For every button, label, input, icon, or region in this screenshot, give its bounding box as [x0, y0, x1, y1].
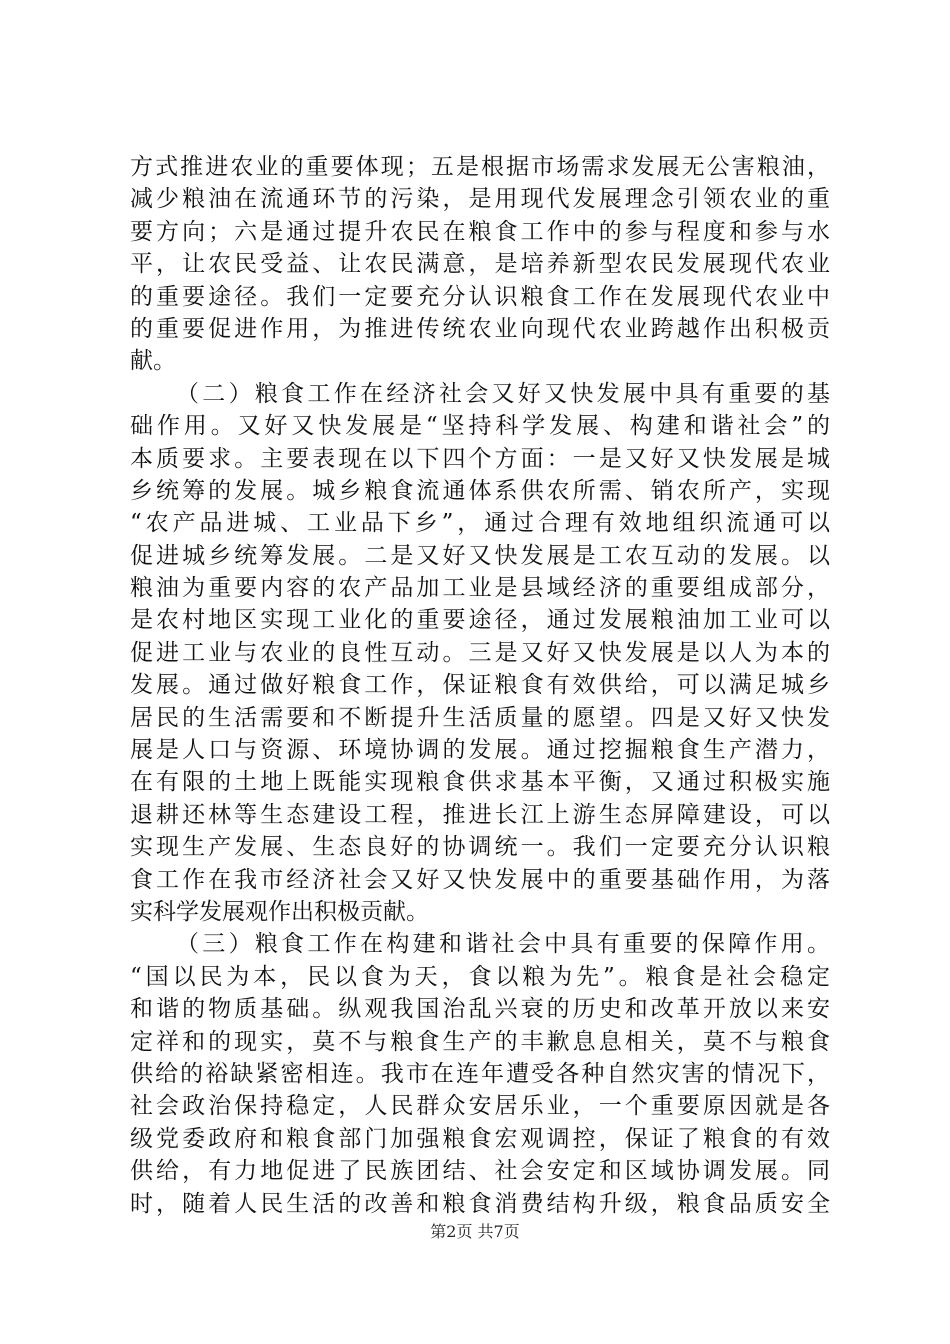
- text-line: 供给的裕缺紧密相连。我市在连年遭受各种自然灾害的情况下，: [130, 1060, 830, 1087]
- text-line: 促进工业与农业的良性互动。三是又好又快发展是以人为本的: [130, 639, 830, 666]
- text-line: 乡统筹的发展。城乡粮食流通体系供农所需、销农所产，实现: [130, 477, 830, 504]
- text-line: 础作用。又好又快发展是“坚持科学发展、构建和谐社会”的: [130, 413, 830, 440]
- text-line: 粮油为重要内容的农产品加工业是县域经济的重要组成部分，: [130, 575, 830, 602]
- page-footer: 第2页 共7页: [430, 1222, 520, 1241]
- text-line: 本质要求。主要表现在以下四个方面：一是又好又快发展是城: [130, 445, 830, 472]
- text-line: 方式推进农业的重要体现；五是根据市场需求发展无公害粮油，: [130, 154, 830, 180]
- text-line: 展是人口与资源、环境协调的发展。通过挖掘粮食生产潜力，: [130, 737, 830, 764]
- text-line: 和谐的物质基础。纵观我国治乱兴衰的历史和改革开放以来安: [130, 996, 830, 1023]
- text-line: “国以民为本，民以食为天，食以粮为先”。粮食是社会稳定: [130, 963, 830, 990]
- text-line: 是农村地区实现工业化的重要途径，通过发展粮油加工业可以: [130, 607, 830, 634]
- text-line: 平，让农民受益、让农民满意，是培养新型农民发展现代农业: [130, 251, 830, 278]
- text-line: 实现生产发展、生态良好的协调统一。我们一定要充分认识粮: [130, 834, 830, 861]
- text-line: 促进城乡统筹发展。二是又好又快发展是工农互动的发展。以: [130, 542, 830, 569]
- text-line: 献。: [130, 348, 176, 375]
- text-line: 的重要途径。我们一定要充分认识粮食工作在发展现代农业中: [130, 283, 830, 310]
- text-line: 居民的生活需要和不断提升生活质量的愿望。四是又好又快发: [130, 704, 830, 731]
- text-line: 社会政治保持稳定，人民群众安居乐业，一个重要原因就是各: [130, 1093, 830, 1120]
- text-line: （三）粮食工作在构建和谐社会中具有重要的保障作用。: [176, 931, 830, 958]
- text-line: 定祥和的现实，莫不与粮食生产的丰歉息息相关，莫不与粮食: [130, 1028, 830, 1055]
- text-line: 退耕还林等生态建设工程，推进长江上游生态屏障建设，可以: [130, 801, 830, 828]
- text-line: 的重要促进作用，为推进传统农业向现代农业跨越作出积极贡: [130, 315, 830, 342]
- text-line: 食工作在我市经济社会又好又快发展中的重要基础作用，为落: [130, 866, 830, 893]
- text-line: 实科学发展观作出积极贡献。: [130, 898, 429, 925]
- document-body: [130, 151, 830, 1220]
- text-line: “农产品进城、工业品下乡”，通过合理有效地组织流通可以: [130, 510, 830, 537]
- text-line: 时，随着人民生活的改善和粮食消费结构升级，粮食品质安全: [130, 1190, 830, 1217]
- text-line: （二）粮食工作在经济社会又好又快发展中具有重要的基: [176, 380, 830, 407]
- text-line: 级党委政府和粮食部门加强粮食宏观调控，保证了粮食的有效: [130, 1125, 830, 1152]
- text-line: 在有限的土地上既能实现粮食供求基本平衡，又通过积极实施: [130, 769, 830, 796]
- text-line: 要方向；六是通过提升农民在粮食工作中的参与程度和参与水: [130, 218, 830, 245]
- text-line: 供给，有力地促进了民族团结、社会安定和区域协调发展。同: [130, 1158, 830, 1185]
- text-line: 发展。通过做好粮食工作，保证粮食有效供给，可以满足城乡: [130, 672, 830, 699]
- text-line: 减少粮油在流通环节的污染，是用现代发展理念引领农业的重: [130, 186, 830, 213]
